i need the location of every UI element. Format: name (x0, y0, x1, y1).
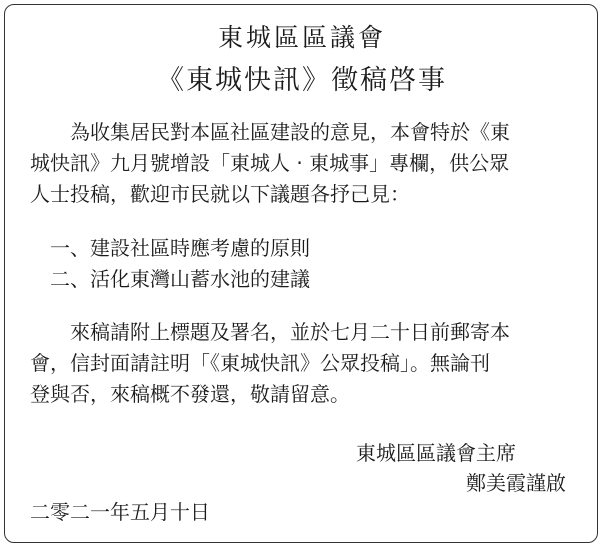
organization-heading: 東城區區議會 (217, 23, 386, 52)
notice-date: 二零二一年五月十日 (30, 500, 210, 524)
notice-title: 《東城快訊》徵稿啓事 (157, 65, 447, 96)
instruction-line: 會，信封面請註明「《東城快訊》公眾投稿」。無論刊 (30, 351, 490, 375)
topic-list (30, 233, 578, 295)
topic-item: 二、活化東灣山蓄水池的建議 (30, 267, 310, 291)
signatory-name: 鄭美霞謹啟 (466, 471, 566, 495)
intro-paragraph (30, 117, 578, 210)
intro-line: 城快訊》九月號增設「東城人 · 東城事」專欄，供公眾 (30, 151, 510, 175)
instruction-paragraph (30, 317, 578, 410)
instruction-line: 登與否，來稿概不發還，敬請留意。 (30, 382, 350, 406)
intro-line: 為收集居民對本區社區建設的意見，本會特於《東 (30, 120, 510, 144)
signatory-role: 東城區區議會主席 (356, 441, 516, 465)
intro-line: 人士投稿，歡迎市民就以下議題各抒己見： (30, 182, 410, 206)
instruction-line: 來稿請附上標題及署名，並於七月二十日前郵寄本 (30, 320, 510, 344)
topic-item: 一、建設社區時應考慮的原則 (30, 236, 310, 260)
